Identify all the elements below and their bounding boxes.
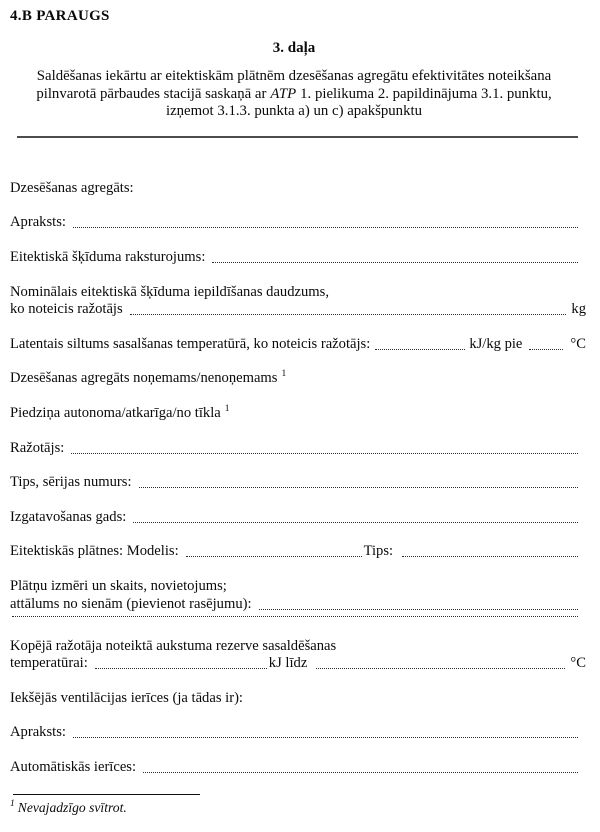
field-label: Latentais siltums sasalšanas temperatūrā, ko noteicis ražotājs: [10,335,371,352]
field-latent-heat [10,335,586,354]
field-eutectic-solution [10,249,578,267]
unit-kg: kg [571,301,586,318]
field-description-2 [10,724,578,742]
dotted-blank [212,262,578,263]
field-nominal-fill [10,283,586,319]
dotted-blank [529,349,563,350]
dotted-blank [259,609,578,610]
field-cooling-unit-heading: Dzesēšanas agregāts: [10,179,134,196]
intro-line-2-after: 1. pielikuma 2. papildinājuma 3.1. punktu, [300,85,552,102]
dotted-blank [73,737,578,738]
dotted-blank [73,227,578,228]
field-plate-dimensions [10,578,578,621]
field-label: Izgatavošanas gads: [10,508,127,525]
document-kicker: 4.B PARAUGS [10,8,110,24]
dotted-blank [12,616,578,617]
field-label: Apraksts: [10,214,66,231]
footnote-text: Nevajadzīgo svītrot. [17,799,127,815]
dotted-blank [133,522,578,523]
field-label: attālums no sienām (pievienot rasējumu): [10,595,252,612]
dotted-blank [95,668,267,669]
field-cold-reserve [10,637,586,673]
field-label: Apraksts: [10,724,66,741]
intro-line-1: Saldēšanas iekārtu ar eitektiskām plātnēm dzesēšanas agregātu efektivitātes noteikšana [36,68,552,84]
field-label-line-1: Nominālais eitektiskā šķīduma iepildīšanas daudzums, [10,283,329,300]
unit-celsius: °C [570,655,586,672]
field-label-line-2 [10,596,578,614]
dotted-blank [186,556,362,557]
field-continuation-line [10,616,578,621]
field-label-line-1: Plātņu izmēri un skaits, novietojums; [10,577,227,594]
footnote-marker: 1 [10,799,15,810]
field-year [10,509,578,527]
dotted-blank [71,453,578,454]
section-divider [17,136,578,138]
field-label: Eitektiskās plātnes: Modelis: [10,543,179,560]
field-label-line-2 [10,655,586,673]
unit-kj-lidz: kJ līdz [268,655,308,672]
footnote-reference: 1 [281,369,287,380]
field-drive [10,405,578,423]
field-label-line-1: Kopējā ražotāja noteiktā aukstuma rezerve sasaldēšanas [10,637,337,654]
dotted-blank [316,668,565,669]
field-ventilation-heading: Iekšējās ventilācijas ierīces (ja tādas ir): [10,689,243,706]
dotted-blank [130,314,567,315]
unit-kj-kg-pie: kJ/kg pie [469,335,523,352]
field-label: Automātiskās ierīces: [10,758,137,775]
intro-paragraph [10,68,578,121]
field-sub-label: Tips: [363,543,394,560]
dotted-blank [375,349,465,350]
dotted-blank [139,487,579,488]
dotted-blank [402,556,578,557]
field-label: Piedziņa autonoma/atkarīga/no tīkla [10,404,221,421]
field-label: Dzesēšanas agregāts noņemams/nenoņemams [10,370,278,387]
footnote-divider [13,794,200,795]
intro-line-2-before: pilnvarotā pārbaudes stacijā saskaņā ar [36,85,267,102]
footnote [10,800,578,816]
field-label: Tips, sērijas numurs: [10,474,132,491]
field-removable [10,370,578,388]
dotted-blank [143,772,578,773]
field-type-serial [10,474,578,492]
field-label: Ražotājs: [10,439,65,456]
field-label-line-2 [10,301,586,319]
footnote-reference: 1 [224,404,230,415]
field-label: ko noteicis ražotājs [10,301,123,318]
atp-reference: ATP [270,85,297,102]
field-description [10,214,578,232]
field-label: Eitektiskā šķīduma raksturojums: [10,248,206,265]
field-eutectic-plates [10,543,578,561]
field-automatic-devices [10,759,578,777]
field-label: temperatūrai: [10,655,88,672]
form-body [10,179,586,777]
unit-celsius: °C [570,335,586,352]
intro-line-3: izņemot 3.1.3. punkta a) un c) apakšpunktu [165,103,422,120]
field-manufacturer [10,440,578,458]
intro-line-2 [10,86,578,104]
part-title: 3. daļa [272,40,316,56]
